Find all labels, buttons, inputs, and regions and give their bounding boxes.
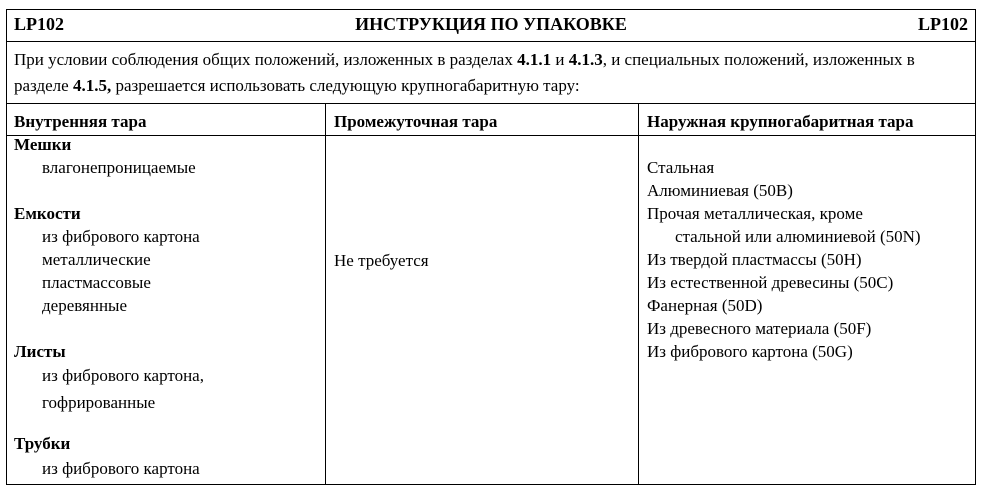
intro-text-3: , и специальных положений, изложенных в разделе bbox=[14, 50, 915, 95]
intro-ref-2: 4.1.3 bbox=[568, 50, 603, 69]
inner-item: влагонепроницаемые bbox=[42, 158, 196, 177]
outer-item: Фанерная (50D) bbox=[647, 296, 763, 315]
inner-item: металлические bbox=[42, 250, 151, 269]
outer-item: Прочая металлическая, кроме bbox=[647, 204, 863, 223]
column-header-outer: Наружная крупногабаритная тара bbox=[647, 112, 914, 131]
intro-text-1: При условии соблюдения общих положений, изложенных в разделах bbox=[14, 50, 518, 69]
intro-text-4: разрешается использовать следующую крупногабаритную тару: bbox=[111, 76, 580, 95]
inner-group-sheets: Листы bbox=[14, 342, 66, 361]
outer-item: Алюминиевая (50B) bbox=[647, 181, 793, 200]
inner-item: гофрированные bbox=[42, 393, 156, 412]
outer-item: стальной или алюминиевой (50N) bbox=[675, 227, 921, 246]
instruction-code-right: LP102 bbox=[917, 14, 968, 34]
column-divider-1 bbox=[325, 103, 326, 485]
outer-item: Из естественной древесины (50C) bbox=[647, 273, 894, 292]
intermediate-value: Не требуется bbox=[334, 251, 429, 270]
column-header-separator bbox=[6, 135, 976, 136]
outer-item: Из твердой пластмассы (50H) bbox=[647, 250, 862, 269]
column-header-inner: Внутренняя тара bbox=[14, 112, 147, 131]
inner-item: деревянные bbox=[42, 296, 128, 315]
inner-item: из фибрового картона bbox=[42, 459, 200, 478]
column-divider-2 bbox=[638, 103, 639, 485]
column-header-intermediate: Промежуточная тара bbox=[334, 112, 498, 131]
inner-item: из фибрового картона, bbox=[42, 366, 204, 385]
inner-group-bags: Мешки bbox=[14, 135, 72, 154]
header-row bbox=[6, 9, 976, 42]
intro-separator bbox=[6, 103, 976, 104]
inner-group-tubes: Трубки bbox=[14, 434, 71, 453]
instruction-code-left: LP102 bbox=[14, 14, 65, 34]
intro-text-2: и bbox=[551, 50, 569, 69]
outer-item: Из древесного материала (50F) bbox=[647, 319, 872, 338]
outer-item: Из фибрового картона (50G) bbox=[647, 342, 853, 361]
intro-ref-3: 4.1.5, bbox=[72, 76, 112, 95]
intro-paragraph bbox=[14, 47, 964, 99]
intro-ref-1: 4.1.1 bbox=[517, 50, 552, 69]
inner-item: пластмассовые bbox=[42, 273, 151, 292]
inner-item: из фибрового картона bbox=[42, 227, 200, 246]
outer-item: Стальная bbox=[647, 158, 715, 177]
inner-group-receptacles: Емкости bbox=[14, 204, 81, 223]
instruction-title: ИНСТРУКЦИЯ ПО УПАКОВКЕ bbox=[355, 14, 627, 34]
